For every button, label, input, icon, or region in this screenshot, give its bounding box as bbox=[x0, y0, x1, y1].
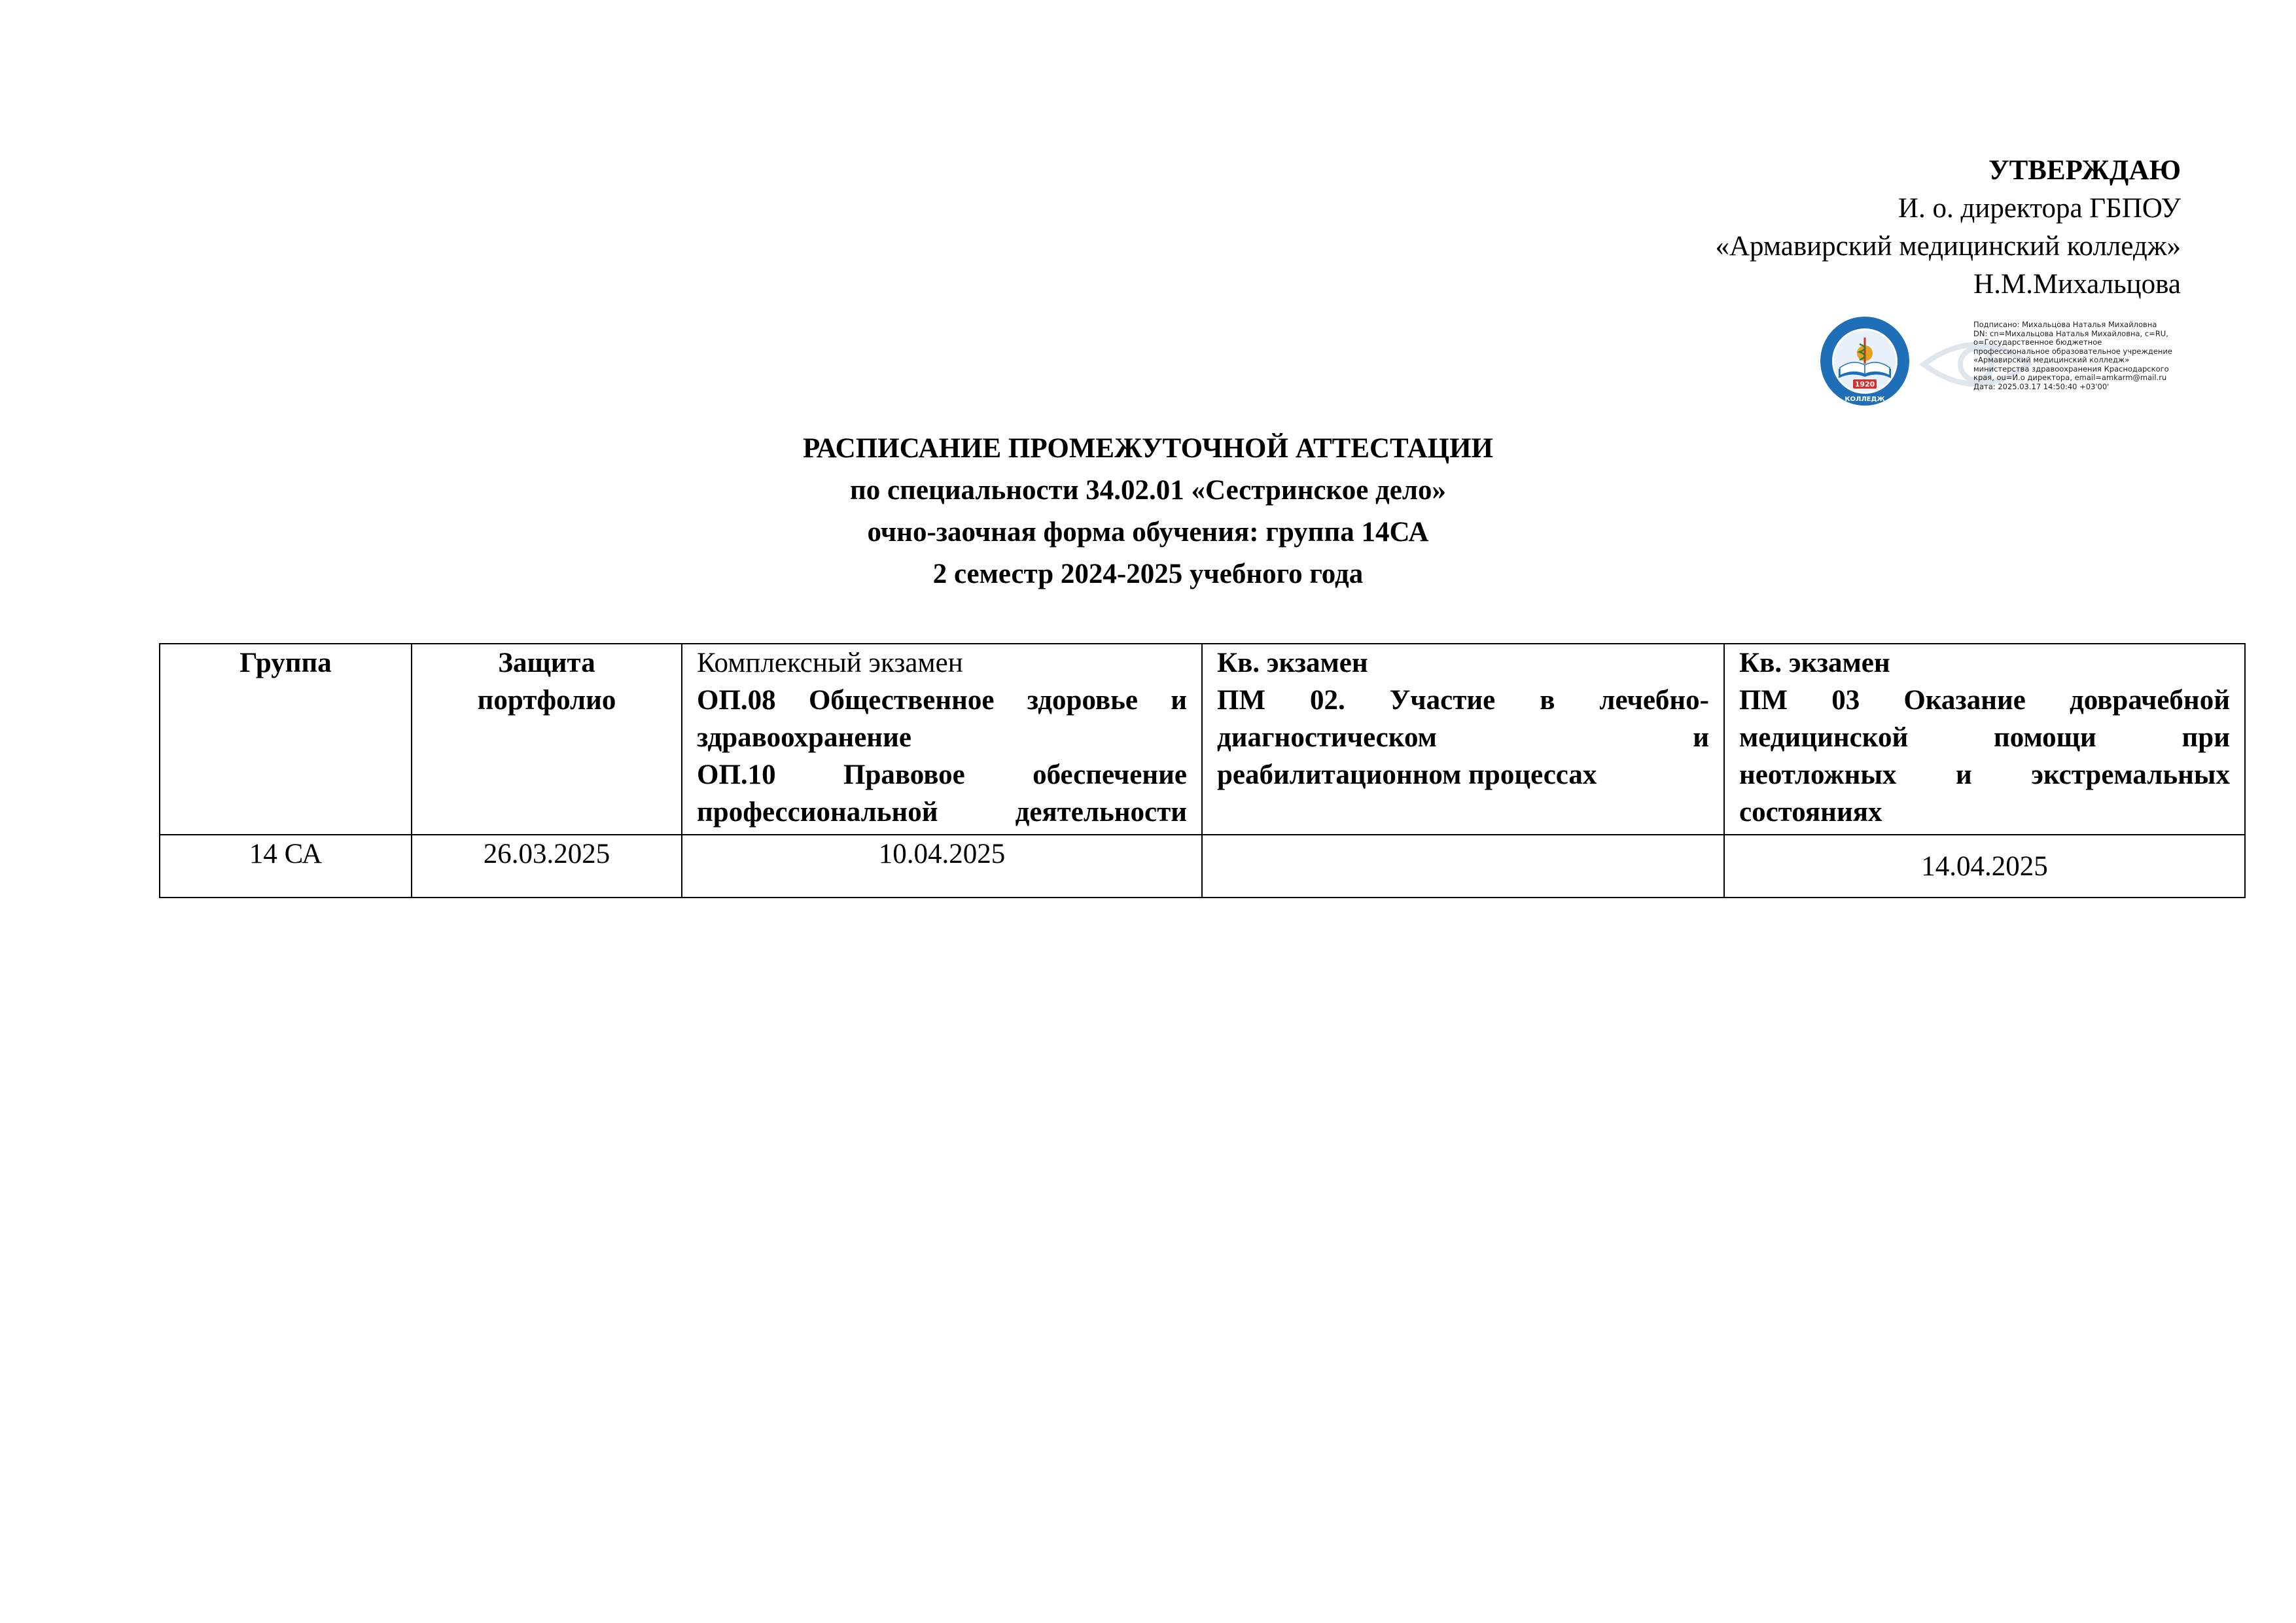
signature-line: профессиональное образовательное учреждение bbox=[1973, 346, 2172, 356]
title-line-1: РАСПИСАНИЕ ПРОМЕЖУТОЧНОЙ АТТЕСТАЦИИ bbox=[803, 433, 1493, 464]
cell-kv2-date: 14.04.2025 bbox=[1724, 835, 2245, 898]
cell-complex-date: 10.04.2025 bbox=[682, 835, 1202, 898]
approval-position: И. о. директора ГБПОУ bbox=[1898, 193, 2181, 224]
seal-word: КОЛЛЕДЖ bbox=[1845, 396, 1885, 403]
approval-heading: УТВЕРЖДАЮ bbox=[1988, 155, 2181, 186]
header-kv-exam-pm02 bbox=[1202, 644, 1724, 835]
header-kv2-body: ПМ 03 Оказание доврачебной медицинской помощи при неотложных и экстремальных состояниях bbox=[1739, 685, 2230, 828]
header-kv2-title: Кв. экзамен bbox=[1739, 648, 1890, 678]
schedule-table bbox=[159, 643, 2246, 898]
header-complex-title: Комплексный экзамен bbox=[697, 648, 963, 678]
signature-line: «Армавирский медицинский колледж» bbox=[1973, 355, 2130, 364]
header-kv1-title: Кв. экзамен bbox=[1217, 648, 1368, 678]
seal-year: 1920 bbox=[1854, 380, 1875, 389]
header-complex-exam bbox=[682, 644, 1202, 835]
header-portfolio: Защита портфолио bbox=[412, 644, 682, 835]
college-seal-icon bbox=[1819, 315, 1911, 407]
header-kv1-body: ПМ 02. Участие в лечебно-диагностическом и реабилитационном процессах bbox=[1217, 685, 1709, 790]
signature-line: Подписано: Михальцова Наталья Михайловна bbox=[1973, 320, 2157, 329]
approval-block bbox=[1715, 152, 2181, 304]
cell-group: 14 СА bbox=[160, 835, 412, 898]
header-complex-op08: ОП.08 Общественное здоровье и здравоохранение bbox=[697, 685, 1187, 753]
title-line-4: 2 семестр 2024-2025 учебного года bbox=[932, 559, 1364, 589]
signature-line: министерства здравоохранения Краснодарского bbox=[1973, 364, 2169, 374]
signature-stamp bbox=[1819, 315, 2185, 407]
header-complex-op10: ОП.10 Правовое обеспечение профессиональной деятельности bbox=[697, 759, 1187, 828]
signature-line: o=Государственное бюджетное bbox=[1973, 338, 2102, 347]
title-line-2: по специальности 34.02.01 «Сестринское дело» bbox=[850, 475, 1446, 506]
table-header-row bbox=[160, 644, 2245, 835]
approval-organization: «Армавирский медицинский колледж» bbox=[1715, 231, 2181, 262]
approval-signer: Н.М.Михальцова bbox=[1973, 269, 2181, 300]
signature-line: DN: cn=Михальцова Наталья Михайловна, c=RU, bbox=[1973, 328, 2168, 338]
header-kv-exam-pm03 bbox=[1724, 644, 2245, 835]
signature-line: Дата: 2025.03.17 14:50:40 +03'00' bbox=[1973, 381, 2110, 391]
title-line-3: очно-заочная форма обучения: группа 14СА bbox=[867, 517, 1429, 548]
cell-portfolio-date: 26.03.2025 bbox=[412, 835, 682, 898]
table-row bbox=[160, 835, 2245, 898]
header-group: Группа bbox=[160, 644, 412, 835]
cell-kv1-date bbox=[1202, 835, 1724, 898]
signature-details bbox=[1973, 321, 2189, 391]
signature-line: края, ou=И.о директора, email=amkarm@mail.ru bbox=[1973, 373, 2167, 382]
document-title bbox=[0, 428, 2296, 595]
